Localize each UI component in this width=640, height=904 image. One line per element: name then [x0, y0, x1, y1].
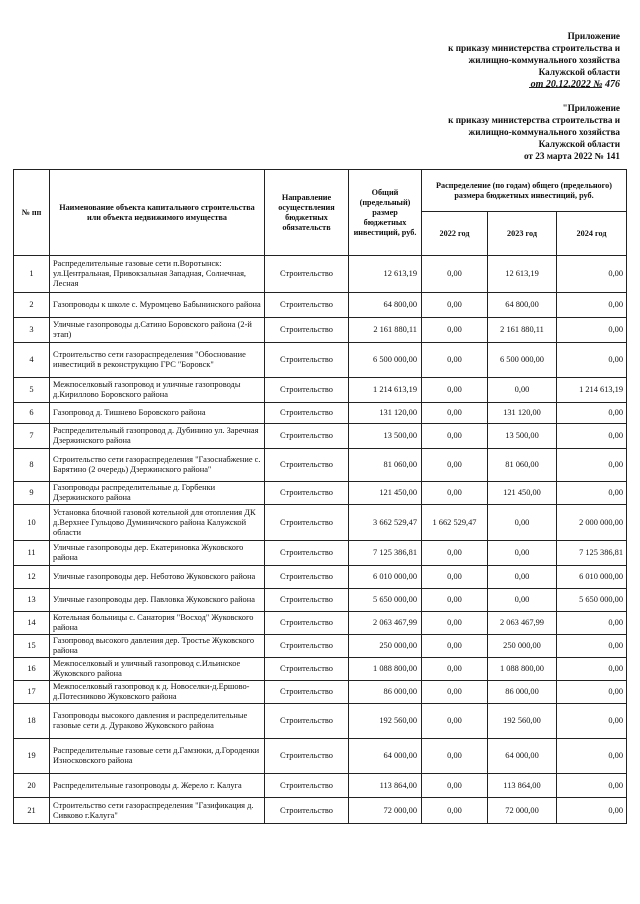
direction-cell: Строительство	[265, 739, 349, 774]
amount-2024: 5 650 000,00	[557, 589, 627, 612]
table-row	[14, 293, 627, 318]
amount-2022: 0,00	[422, 318, 488, 343]
amount-2023: 0,00	[488, 378, 557, 403]
amount-2024: 0,00	[557, 482, 627, 505]
row-number: 1	[14, 256, 50, 293]
direction-cell: Строительство	[265, 774, 349, 798]
total-amount: 12 613,19	[349, 256, 422, 293]
amount-2023: 2 063 467,99	[488, 612, 557, 635]
row-number: 21	[14, 798, 50, 824]
table-row	[14, 704, 627, 739]
direction-cell: Строительство	[265, 293, 349, 318]
header-2024: 2024 год	[557, 212, 627, 256]
object-name: Распределительные газовые сети д.Гамзюки, д.Городенки Износковского района	[50, 739, 265, 774]
amount-2023: 64 000,00	[488, 739, 557, 774]
total-amount: 5 650 000,00	[349, 589, 422, 612]
direction-cell: Строительство	[265, 541, 349, 566]
order-ref-line: к приказу министерства строительства и	[448, 43, 620, 53]
amount-2023: 6 500 000,00	[488, 343, 557, 378]
row-number: 7	[14, 424, 50, 449]
total-amount: 2 161 880,11	[349, 318, 422, 343]
row-number: 19	[14, 739, 50, 774]
object-name: Строительство сети газораспределения "Газификация д. Сивково г.Калуга"	[50, 798, 265, 824]
amount-2023: 0,00	[488, 589, 557, 612]
total-amount: 64 800,00	[349, 293, 422, 318]
table-row	[14, 449, 627, 482]
amount-2023: 0,00	[488, 541, 557, 566]
header-direction: Направление осуществления бюджетных обязательств	[265, 170, 349, 256]
row-number: 3	[14, 318, 50, 343]
amount-2022: 0,00	[422, 378, 488, 403]
total-amount: 192 560,00	[349, 704, 422, 739]
amount-2024: 2 000 000,00	[557, 505, 627, 541]
amount-2022: 0,00	[422, 681, 488, 704]
object-name: Межпоселковый газопровод и уличные газопроводы д.Кириллово Боровского района	[50, 378, 265, 403]
object-name: Распределительные газопроводы д. Жерело г. Калуга	[50, 774, 265, 798]
table-row	[14, 403, 627, 424]
total-amount: 121 450,00	[349, 482, 422, 505]
table-row	[14, 612, 627, 635]
object-name: Строительство сети газораспределения "Обоснование инвестиций в реконструкцию ГРС "Боровск"	[50, 343, 265, 378]
total-amount: 113 864,00	[349, 774, 422, 798]
table-row	[14, 482, 627, 505]
total-amount: 2 063 467,99	[349, 612, 422, 635]
amount-2022: 0,00	[422, 256, 488, 293]
amount-2023: 2 161 880,11	[488, 318, 557, 343]
direction-cell: Строительство	[265, 343, 349, 378]
row-number: 13	[14, 589, 50, 612]
ministry-line: жилищно-коммунального хозяйства	[468, 55, 620, 65]
amount-2023: 13 500,00	[488, 424, 557, 449]
direction-cell: Строительство	[265, 424, 349, 449]
amount-2022: 0,00	[422, 635, 488, 658]
amount-2022: 0,00	[422, 798, 488, 824]
appendix-title: Приложение	[567, 31, 620, 41]
amount-2024: 0,00	[557, 449, 627, 482]
amount-2023: 0,00	[488, 566, 557, 589]
amount-2024: 0,00	[557, 612, 627, 635]
object-name: Газопроводы высокого давления и распределительные газовые сети д. Дураково Жуковского района	[50, 704, 265, 739]
amount-2024: 0,00	[557, 318, 627, 343]
table-row	[14, 256, 627, 293]
table-row	[14, 541, 627, 566]
header-num: № пп	[14, 170, 50, 256]
row-number: 11	[14, 541, 50, 566]
direction-cell: Строительство	[265, 256, 349, 293]
total-amount: 86 000,00	[349, 681, 422, 704]
order-ref-line: к приказу министерства строительства и	[448, 115, 620, 125]
direction-cell: Строительство	[265, 378, 349, 403]
table-row	[14, 589, 627, 612]
amount-2024: 0,00	[557, 681, 627, 704]
table-row	[14, 658, 627, 681]
row-number: 15	[14, 635, 50, 658]
object-name: Газопроводы распределительные д. Горбенки Дзержинского района	[50, 482, 265, 505]
amount-2023: 72 000,00	[488, 798, 557, 824]
amount-2024: 1 214 613,19	[557, 378, 627, 403]
amount-2023: 1 088 800,00	[488, 658, 557, 681]
amount-2024: 0,00	[557, 635, 627, 658]
object-name: Установка блочной газовой котельной для отопления ДК д.Верхнее Гульцово Думиничского района Калужской области	[50, 505, 265, 541]
amount-2022: 0,00	[422, 566, 488, 589]
object-name: Межпоселковый газопровод к д. Новоселки-д.Ершово-д.Потесниково Жуковского района	[50, 681, 265, 704]
row-number: 18	[14, 704, 50, 739]
amount-2023: 250 000,00	[488, 635, 557, 658]
table-row	[14, 566, 627, 589]
row-number: 8	[14, 449, 50, 482]
amount-2022: 0,00	[422, 589, 488, 612]
header-total: Общий (предельный) размер бюджетных инвестиций, руб.	[349, 170, 422, 256]
row-number: 5	[14, 378, 50, 403]
row-number: 12	[14, 566, 50, 589]
amount-2024: 0,00	[557, 739, 627, 774]
amount-2024: 0,00	[557, 774, 627, 798]
object-name: Уличные газопроводы дер. Неботово Жуковского района	[50, 566, 265, 589]
object-name: Уличные газопроводы дер. Павловка Жуковского района	[50, 589, 265, 612]
direction-cell: Строительство	[265, 318, 349, 343]
amount-2022: 0,00	[422, 658, 488, 681]
amount-2022: 0,00	[422, 612, 488, 635]
amount-2022: 0,00	[422, 449, 488, 482]
table-row	[14, 739, 627, 774]
direction-cell: Строительство	[265, 482, 349, 505]
header-name: Наименование объекта капитального строительства или объекта недвижимого имущества	[50, 170, 265, 256]
amount-2024: 0,00	[557, 658, 627, 681]
row-number: 17	[14, 681, 50, 704]
amount-2024: 0,00	[557, 293, 627, 318]
amount-2024: 0,00	[557, 424, 627, 449]
direction-cell: Строительство	[265, 566, 349, 589]
appendix-header-new	[448, 30, 620, 91]
table-row	[14, 798, 627, 824]
header-distribution: Распределение (по годам) общего (предельного) размера бюджетных инвестиций, руб.	[422, 170, 627, 212]
region-line: Калужской области	[538, 67, 620, 77]
amount-2024: 0,00	[557, 798, 627, 824]
total-amount: 1 214 613,19	[349, 378, 422, 403]
object-name: Распределительные газовые сети п.Воротынск: ул.Центральная, Привокзальная Западная, Солнечная, Лесная	[50, 256, 265, 293]
total-amount: 64 000,00	[349, 739, 422, 774]
object-name: Газопроводы к школе с. Муромцево Бабынинского района	[50, 293, 265, 318]
order-date-number: от 23 марта 2022 № 141	[523, 151, 620, 161]
amount-2022: 0,00	[422, 774, 488, 798]
amount-2023: 64 800,00	[488, 293, 557, 318]
table-row	[14, 681, 627, 704]
object-name: Газопровод д. Тишнево Боровского района	[50, 403, 265, 424]
amount-2022: 0,00	[422, 482, 488, 505]
row-number: 4	[14, 343, 50, 378]
region-line: Калужской области	[538, 139, 620, 149]
direction-cell: Строительство	[265, 681, 349, 704]
table-row	[14, 378, 627, 403]
object-name: Уличные газопроводы д.Сатино Боровского района (2-й этап)	[50, 318, 265, 343]
total-amount: 7 125 386,81	[349, 541, 422, 566]
amount-2023: 0,00	[488, 505, 557, 541]
order-date-number: от 20.12.2022 № 476	[530, 79, 620, 90]
table-row	[14, 318, 627, 343]
row-number: 16	[14, 658, 50, 681]
amount-2024: 0,00	[557, 704, 627, 739]
amount-2023: 113 864,00	[488, 774, 557, 798]
amount-2023: 86 000,00	[488, 681, 557, 704]
row-number: 9	[14, 482, 50, 505]
direction-cell: Строительство	[265, 635, 349, 658]
table-body	[14, 256, 627, 824]
investment-table	[13, 169, 627, 824]
direction-cell: Строительство	[265, 658, 349, 681]
ministry-line: жилищно-коммунального хозяйства	[468, 127, 620, 137]
total-amount: 6 500 000,00	[349, 343, 422, 378]
row-number: 10	[14, 505, 50, 541]
total-amount: 6 010 000,00	[349, 566, 422, 589]
appendix-title: "Приложение	[562, 103, 620, 113]
amount-2023: 81 060,00	[488, 449, 557, 482]
total-amount: 81 060,00	[349, 449, 422, 482]
direction-cell: Строительство	[265, 403, 349, 424]
amount-2023: 12 613,19	[488, 256, 557, 293]
row-number: 20	[14, 774, 50, 798]
object-name: Котельная больницы с. Санатория "Восход" Жуковского района	[50, 612, 265, 635]
direction-cell: Строительство	[265, 449, 349, 482]
total-amount: 3 662 529,47	[349, 505, 422, 541]
table-row	[14, 505, 627, 541]
object-name: Распределительный газопровод д. Дубинино ул. Заречная Дзержинского района	[50, 424, 265, 449]
direction-cell: Строительство	[265, 612, 349, 635]
amount-2024: 6 010 000,00	[557, 566, 627, 589]
amount-2024: 0,00	[557, 343, 627, 378]
table-header-row	[14, 170, 627, 212]
amount-2022: 0,00	[422, 403, 488, 424]
amount-2022: 1 662 529,47	[422, 505, 488, 541]
object-name: Межпоселковый и уличный газопровод с.Ильинское Жуковского района	[50, 658, 265, 681]
table-row	[14, 774, 627, 798]
amount-2022: 0,00	[422, 704, 488, 739]
object-name: Уличные газопроводы дер. Екатериновка Жуковского района	[50, 541, 265, 566]
amount-2024: 0,00	[557, 256, 627, 293]
amount-2024: 0,00	[557, 403, 627, 424]
row-number: 6	[14, 403, 50, 424]
amount-2022: 0,00	[422, 739, 488, 774]
amount-2022: 0,00	[422, 541, 488, 566]
amount-2022: 0,00	[422, 424, 488, 449]
total-amount: 131 120,00	[349, 403, 422, 424]
row-number: 2	[14, 293, 50, 318]
amount-2023: 121 450,00	[488, 482, 557, 505]
direction-cell: Строительство	[265, 798, 349, 824]
direction-cell: Строительство	[265, 704, 349, 739]
total-amount: 72 000,00	[349, 798, 422, 824]
direction-cell: Строительство	[265, 505, 349, 541]
table-row	[14, 635, 627, 658]
amount-2022: 0,00	[422, 343, 488, 378]
total-amount: 1 088 800,00	[349, 658, 422, 681]
amount-2023: 192 560,00	[488, 704, 557, 739]
appendix-header-old	[448, 102, 620, 162]
table-row	[14, 343, 627, 378]
amount-2023: 131 120,00	[488, 403, 557, 424]
object-name: Газопровод высокого давления дер. Тростье Жуковского района	[50, 635, 265, 658]
table-row	[14, 424, 627, 449]
row-number: 14	[14, 612, 50, 635]
direction-cell: Строительство	[265, 589, 349, 612]
header-2022: 2022 год	[422, 212, 488, 256]
header-2023: 2023 год	[488, 212, 557, 256]
object-name: Строительство сети газораспределения "Газоснабжение с. Барятино (2 очередь) Дзержинского района"	[50, 449, 265, 482]
total-amount: 13 500,00	[349, 424, 422, 449]
amount-2022: 0,00	[422, 293, 488, 318]
total-amount: 250 000,00	[349, 635, 422, 658]
amount-2024: 7 125 386,81	[557, 541, 627, 566]
